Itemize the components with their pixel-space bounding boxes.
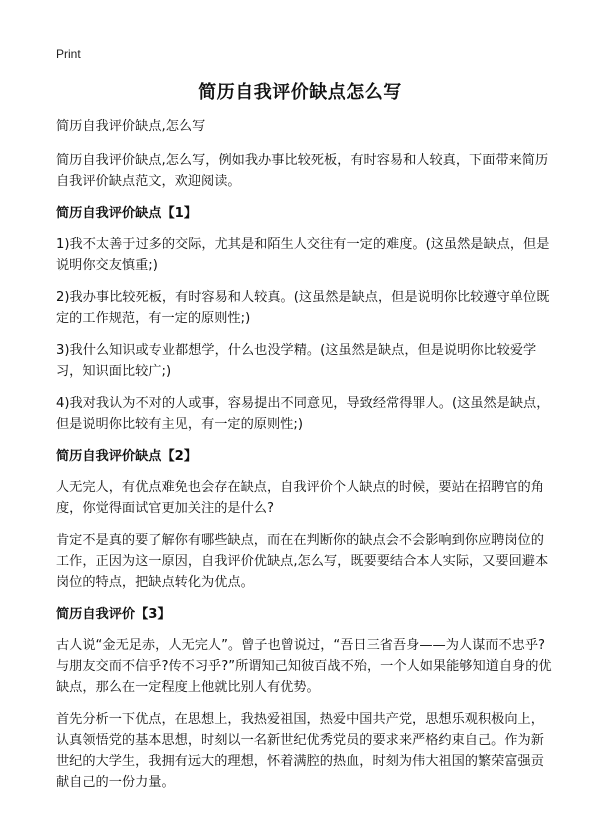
page-title: 简历自我评价缺点怎么写	[198, 82, 402, 103]
section-3-paragraph-1: 古人说“金无足赤，人无完人”。曾子也曾说过，“吾日三省吾身——为人谋而不忠乎?与朋友交而不信乎?传不习乎?”所谓知己知彼百战不殆，一个人如果能够知道自身的优缺点，那么在一定程度上他就比别人有优势。	[56, 638, 552, 695]
section-1-heading: 简历自我评价缺点【1】	[56, 206, 198, 221]
section-3-heading: 简历自我评价【3】	[56, 607, 171, 622]
section-2-heading: 简历自我评价缺点【2】	[56, 449, 198, 464]
section-1-paragraph-4: 4)我对我认为不对的人或事，容易提出不同意见，导致经常得罪人。(这虽然是缺点，但是说明你比较有主见，有一定的原则性;)	[56, 396, 550, 432]
article-body	[56, 116, 556, 804]
section-1-paragraph-1: 1)我不太善于过多的交际，尤其是和陌生人交往有一定的难度。(这虽然是缺点，但是说明你交友慎重;)	[56, 237, 550, 273]
section-2-paragraph-1: 人无完人，有优点难免也会存在缺点，自我评价个人缺点的时候，要站在招聘官的角度，你觉得面试官更加关注的是什么?	[56, 480, 544, 516]
section-2-paragraph-2: 肯定不是真的要了解你有哪些缺点，而在在判断你的缺点会不会影响到你应聘岗位的工作，正因为这一原因，自我评价优缺点,怎么写，既要要结合本人实际，又要回避本岗位的特点，把缺点转化为优点。	[56, 533, 549, 590]
section-3-paragraph-2: 首先分析一下优点，在思想上，我热爱祖国，热爱中国共产党，思想乐观积极向上，认真领悟党的基本思想，时刻以一名新世纪优秀党员的要求来严格约束自己。作为新世纪的大学生，我拥有远大的理想，怀着满腔的热血，时刻为伟大祖国的繁荣富强贡献自己的一份力量。	[56, 712, 544, 790]
article-subtitle: 简历自我评价缺点,怎么写	[56, 119, 206, 134]
section-1-paragraph-3: 3)我什么知识或专业都想学，什么也没学精。(这虽然是缺点，但是说明你比较爱学习，知识面比较广;)	[56, 343, 537, 379]
print-link[interactable]: Print	[56, 47, 81, 61]
intro-paragraph: 简历自我评价缺点,怎么写，例如我办事比较死板，有时容易和人较真，下面带来简历自我评价缺点范文，欢迎阅读。	[56, 153, 549, 189]
section-1-paragraph-2: 2)我办事比较死板，有时容易和人较真。(这虽然是缺点，但是说明你比较遵守单位既定的工作规范，有一定的原则性;)	[56, 290, 550, 326]
